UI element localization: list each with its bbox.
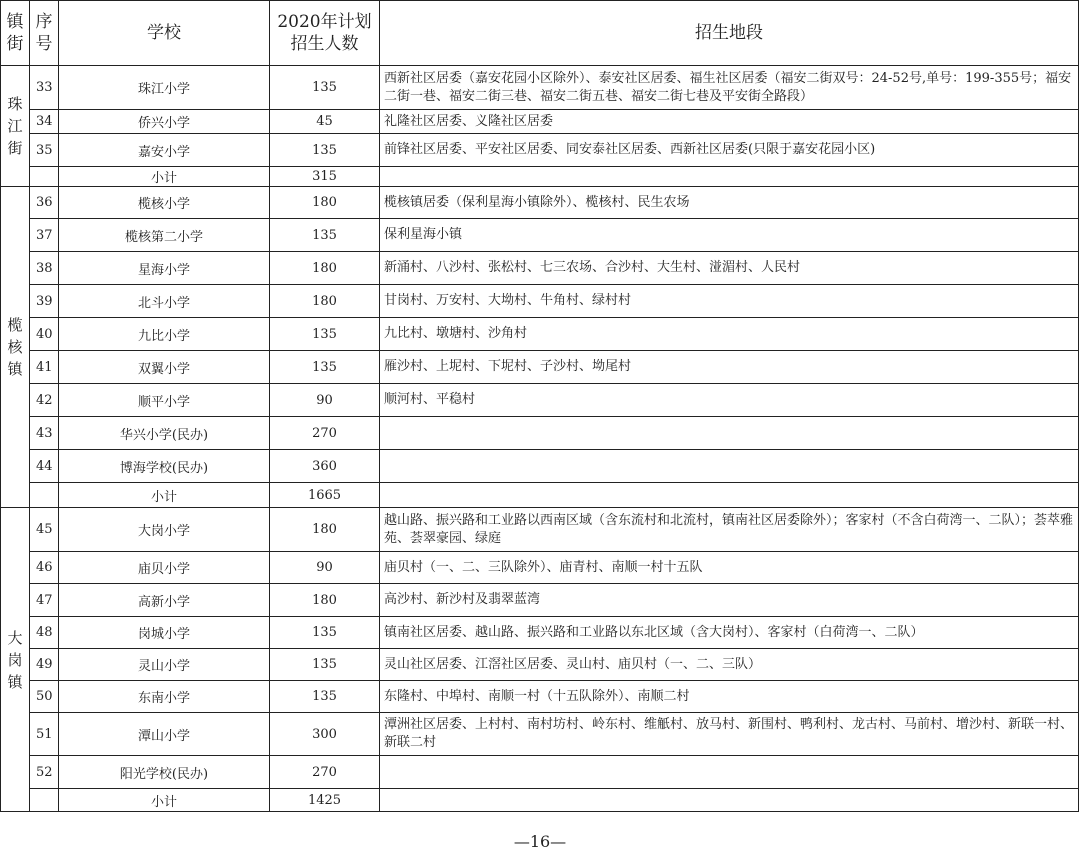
table-row bbox=[1, 110, 1079, 134]
school-cell: 九比小学 bbox=[59, 318, 270, 351]
subtotal-label: 小计 bbox=[59, 483, 270, 508]
area-cell: 庙贝村（一、二、三队除外）、庙青村、南顺一村十五队 bbox=[380, 552, 1079, 584]
school-cell: 东南小学 bbox=[59, 681, 270, 713]
seq-cell: 43 bbox=[30, 417, 59, 450]
table-row bbox=[1, 285, 1079, 318]
subtotal-seq-cell bbox=[30, 789, 59, 812]
seq-cell: 39 bbox=[30, 285, 59, 318]
quota-cell: 135 bbox=[270, 681, 380, 713]
table-row bbox=[1, 66, 1079, 110]
school-cell: 高新小学 bbox=[59, 584, 270, 617]
table-row bbox=[1, 508, 1079, 552]
seq-cell: 41 bbox=[30, 351, 59, 384]
school-cell: 嘉安小学 bbox=[59, 134, 270, 167]
seq-cell: 48 bbox=[30, 617, 59, 649]
seq-cell: 36 bbox=[30, 187, 59, 219]
area-cell bbox=[380, 450, 1079, 483]
quota-cell: 180 bbox=[270, 508, 380, 552]
quota-cell: 135 bbox=[270, 134, 380, 167]
quota-cell: 90 bbox=[270, 384, 380, 417]
quota-cell: 180 bbox=[270, 187, 380, 219]
school-cell: 双翼小学 bbox=[59, 351, 270, 384]
table-row bbox=[1, 617, 1079, 649]
school-cell: 庙贝小学 bbox=[59, 552, 270, 584]
table-row bbox=[1, 219, 1079, 252]
school-cell: 侨兴小学 bbox=[59, 110, 270, 134]
quota-cell: 360 bbox=[270, 450, 380, 483]
school-cell: 星海小学 bbox=[59, 252, 270, 285]
quota-cell: 180 bbox=[270, 252, 380, 285]
area-cell: 新涌村、八沙村、张松村、七三农场、合沙村、大生村、湴湄村、人民村 bbox=[380, 252, 1079, 285]
quota-cell: 135 bbox=[270, 351, 380, 384]
table-row bbox=[1, 713, 1079, 756]
town-cell: 珠 江 街 bbox=[1, 66, 30, 187]
subtotal-value: 1665 bbox=[270, 483, 380, 508]
area-cell: 高沙村、新沙村及翡翠蓝湾 bbox=[380, 584, 1079, 617]
quota-cell: 135 bbox=[270, 66, 380, 110]
town-cell: 榄 核 镇 bbox=[1, 187, 30, 508]
area-cell: 灵山社区居委、江滘社区居委、灵山村、庙贝村（一、二、三队） bbox=[380, 649, 1079, 681]
page-number: —16— bbox=[513, 832, 567, 851]
seq-cell: 49 bbox=[30, 649, 59, 681]
table-row bbox=[1, 134, 1079, 167]
header-seq: 序 号 bbox=[30, 1, 59, 66]
area-cell: 礼隆社区居委、义隆社区居委 bbox=[380, 110, 1079, 134]
seq-cell: 47 bbox=[30, 584, 59, 617]
subtotal-value: 1425 bbox=[270, 789, 380, 812]
subtotal-area-cell bbox=[380, 167, 1079, 187]
school-cell: 北斗小学 bbox=[59, 285, 270, 318]
seq-cell: 38 bbox=[30, 252, 59, 285]
quota-cell: 180 bbox=[270, 285, 380, 318]
subtotal-area-cell bbox=[380, 483, 1079, 508]
seq-cell: 40 bbox=[30, 318, 59, 351]
seq-cell: 51 bbox=[30, 713, 59, 756]
seq-cell: 46 bbox=[30, 552, 59, 584]
table-row bbox=[1, 584, 1079, 617]
school-cell: 榄核小学 bbox=[59, 187, 270, 219]
area-cell: 九比村、墩塘村、沙角村 bbox=[380, 318, 1079, 351]
area-cell: 前锋社区居委、平安社区居委、同安泰社区居委、西新社区居委(只限于嘉安花园小区) bbox=[380, 134, 1079, 167]
school-cell: 榄核第二小学 bbox=[59, 219, 270, 252]
school-cell: 博海学校(民办) bbox=[59, 450, 270, 483]
subtotal-row bbox=[1, 483, 1079, 508]
table-row bbox=[1, 649, 1079, 681]
area-cell: 越山路、振兴路和工业路以西南区域（含东流村和北流村，镇南社区居委除外）；客家村（不含白荷湾一、二队）；荟萃雅苑、荟翠豪园、绿庭 bbox=[380, 508, 1079, 552]
seq-cell: 45 bbox=[30, 508, 59, 552]
school-cell: 珠江小学 bbox=[59, 66, 270, 110]
header-town: 镇 街 bbox=[1, 1, 30, 66]
area-cell: 东隆村、中埠村、南顺一村（十五队除外）、南顺二村 bbox=[380, 681, 1079, 713]
table-row bbox=[1, 252, 1079, 285]
school-cell: 阳光学校(民办) bbox=[59, 756, 270, 789]
area-cell: 榄核镇居委（保利星海小镇除外）、榄核村、民生农场 bbox=[380, 187, 1079, 219]
seq-cell: 37 bbox=[30, 219, 59, 252]
school-cell: 灵山小学 bbox=[59, 649, 270, 681]
quota-cell: 135 bbox=[270, 318, 380, 351]
area-cell: 潭洲社区居委、上村村、南村坊村、岭东村、维觗村、放马村、新围村、鸭利村、龙古村、马前村、增沙村、新联一村、新联二村 bbox=[380, 713, 1079, 756]
header-quota: 2020年计划 招生人数 bbox=[270, 1, 380, 66]
header-school: 学校 bbox=[59, 1, 270, 66]
table-row bbox=[1, 552, 1079, 584]
quota-cell: 135 bbox=[270, 649, 380, 681]
seq-cell: 52 bbox=[30, 756, 59, 789]
subtotal-value: 315 bbox=[270, 167, 380, 187]
area-cell: 镇南社区居委、越山路、振兴路和工业路以东北区域（含大岗村）、客家村（白荷湾一、二队） bbox=[380, 617, 1079, 649]
quota-cell: 270 bbox=[270, 756, 380, 789]
school-cell: 华兴小学(民办) bbox=[59, 417, 270, 450]
subtotal-seq-cell bbox=[30, 483, 59, 508]
area-cell: 保利星海小镇 bbox=[380, 219, 1079, 252]
area-cell: 顺河村、平稳村 bbox=[380, 384, 1079, 417]
quota-cell: 135 bbox=[270, 219, 380, 252]
area-cell bbox=[380, 417, 1079, 450]
table-row bbox=[1, 417, 1079, 450]
seq-cell: 33 bbox=[30, 66, 59, 110]
header-row bbox=[1, 1, 1079, 66]
school-cell: 大岗小学 bbox=[59, 508, 270, 552]
subtotal-area-cell bbox=[380, 789, 1079, 812]
school-cell: 岗城小学 bbox=[59, 617, 270, 649]
quota-cell: 135 bbox=[270, 617, 380, 649]
subtotal-row bbox=[1, 789, 1079, 812]
school-cell: 顺平小学 bbox=[59, 384, 270, 417]
area-cell bbox=[380, 756, 1079, 789]
subtotal-seq-cell bbox=[30, 167, 59, 187]
quota-cell: 270 bbox=[270, 417, 380, 450]
subtotal-label: 小计 bbox=[59, 789, 270, 812]
quota-cell: 90 bbox=[270, 552, 380, 584]
table-row bbox=[1, 681, 1079, 713]
seq-cell: 34 bbox=[30, 110, 59, 134]
seq-cell: 44 bbox=[30, 450, 59, 483]
area-cell: 雁沙村、上坭村、下坭村、子沙村、坳尾村 bbox=[380, 351, 1079, 384]
area-cell: 甘岗村、万安村、大坳村、牛角村、绿村村 bbox=[380, 285, 1079, 318]
table-row bbox=[1, 450, 1079, 483]
header-area: 招生地段 bbox=[380, 1, 1079, 66]
quota-cell: 45 bbox=[270, 110, 380, 134]
seq-cell: 50 bbox=[30, 681, 59, 713]
quota-cell: 180 bbox=[270, 584, 380, 617]
area-cell: 西新社区居委（嘉安花园小区除外）、泰安社区居委、福生社区居委（福安二街双号：24-52号,单号：199-355号；福安二街一巷、福安二街三巷、福安二街五巷、福安二街七巷及平安街全路段） bbox=[380, 66, 1079, 110]
subtotal-row bbox=[1, 167, 1079, 187]
table-row bbox=[1, 756, 1079, 789]
table-row bbox=[1, 384, 1079, 417]
quota-cell: 300 bbox=[270, 713, 380, 756]
table-row bbox=[1, 187, 1079, 219]
seq-cell: 42 bbox=[30, 384, 59, 417]
town-cell: 大 岗 镇 bbox=[1, 508, 30, 812]
table-row bbox=[1, 351, 1079, 384]
seq-cell: 35 bbox=[30, 134, 59, 167]
subtotal-label: 小计 bbox=[59, 167, 270, 187]
table-row bbox=[1, 318, 1079, 351]
school-cell: 潭山小学 bbox=[59, 713, 270, 756]
